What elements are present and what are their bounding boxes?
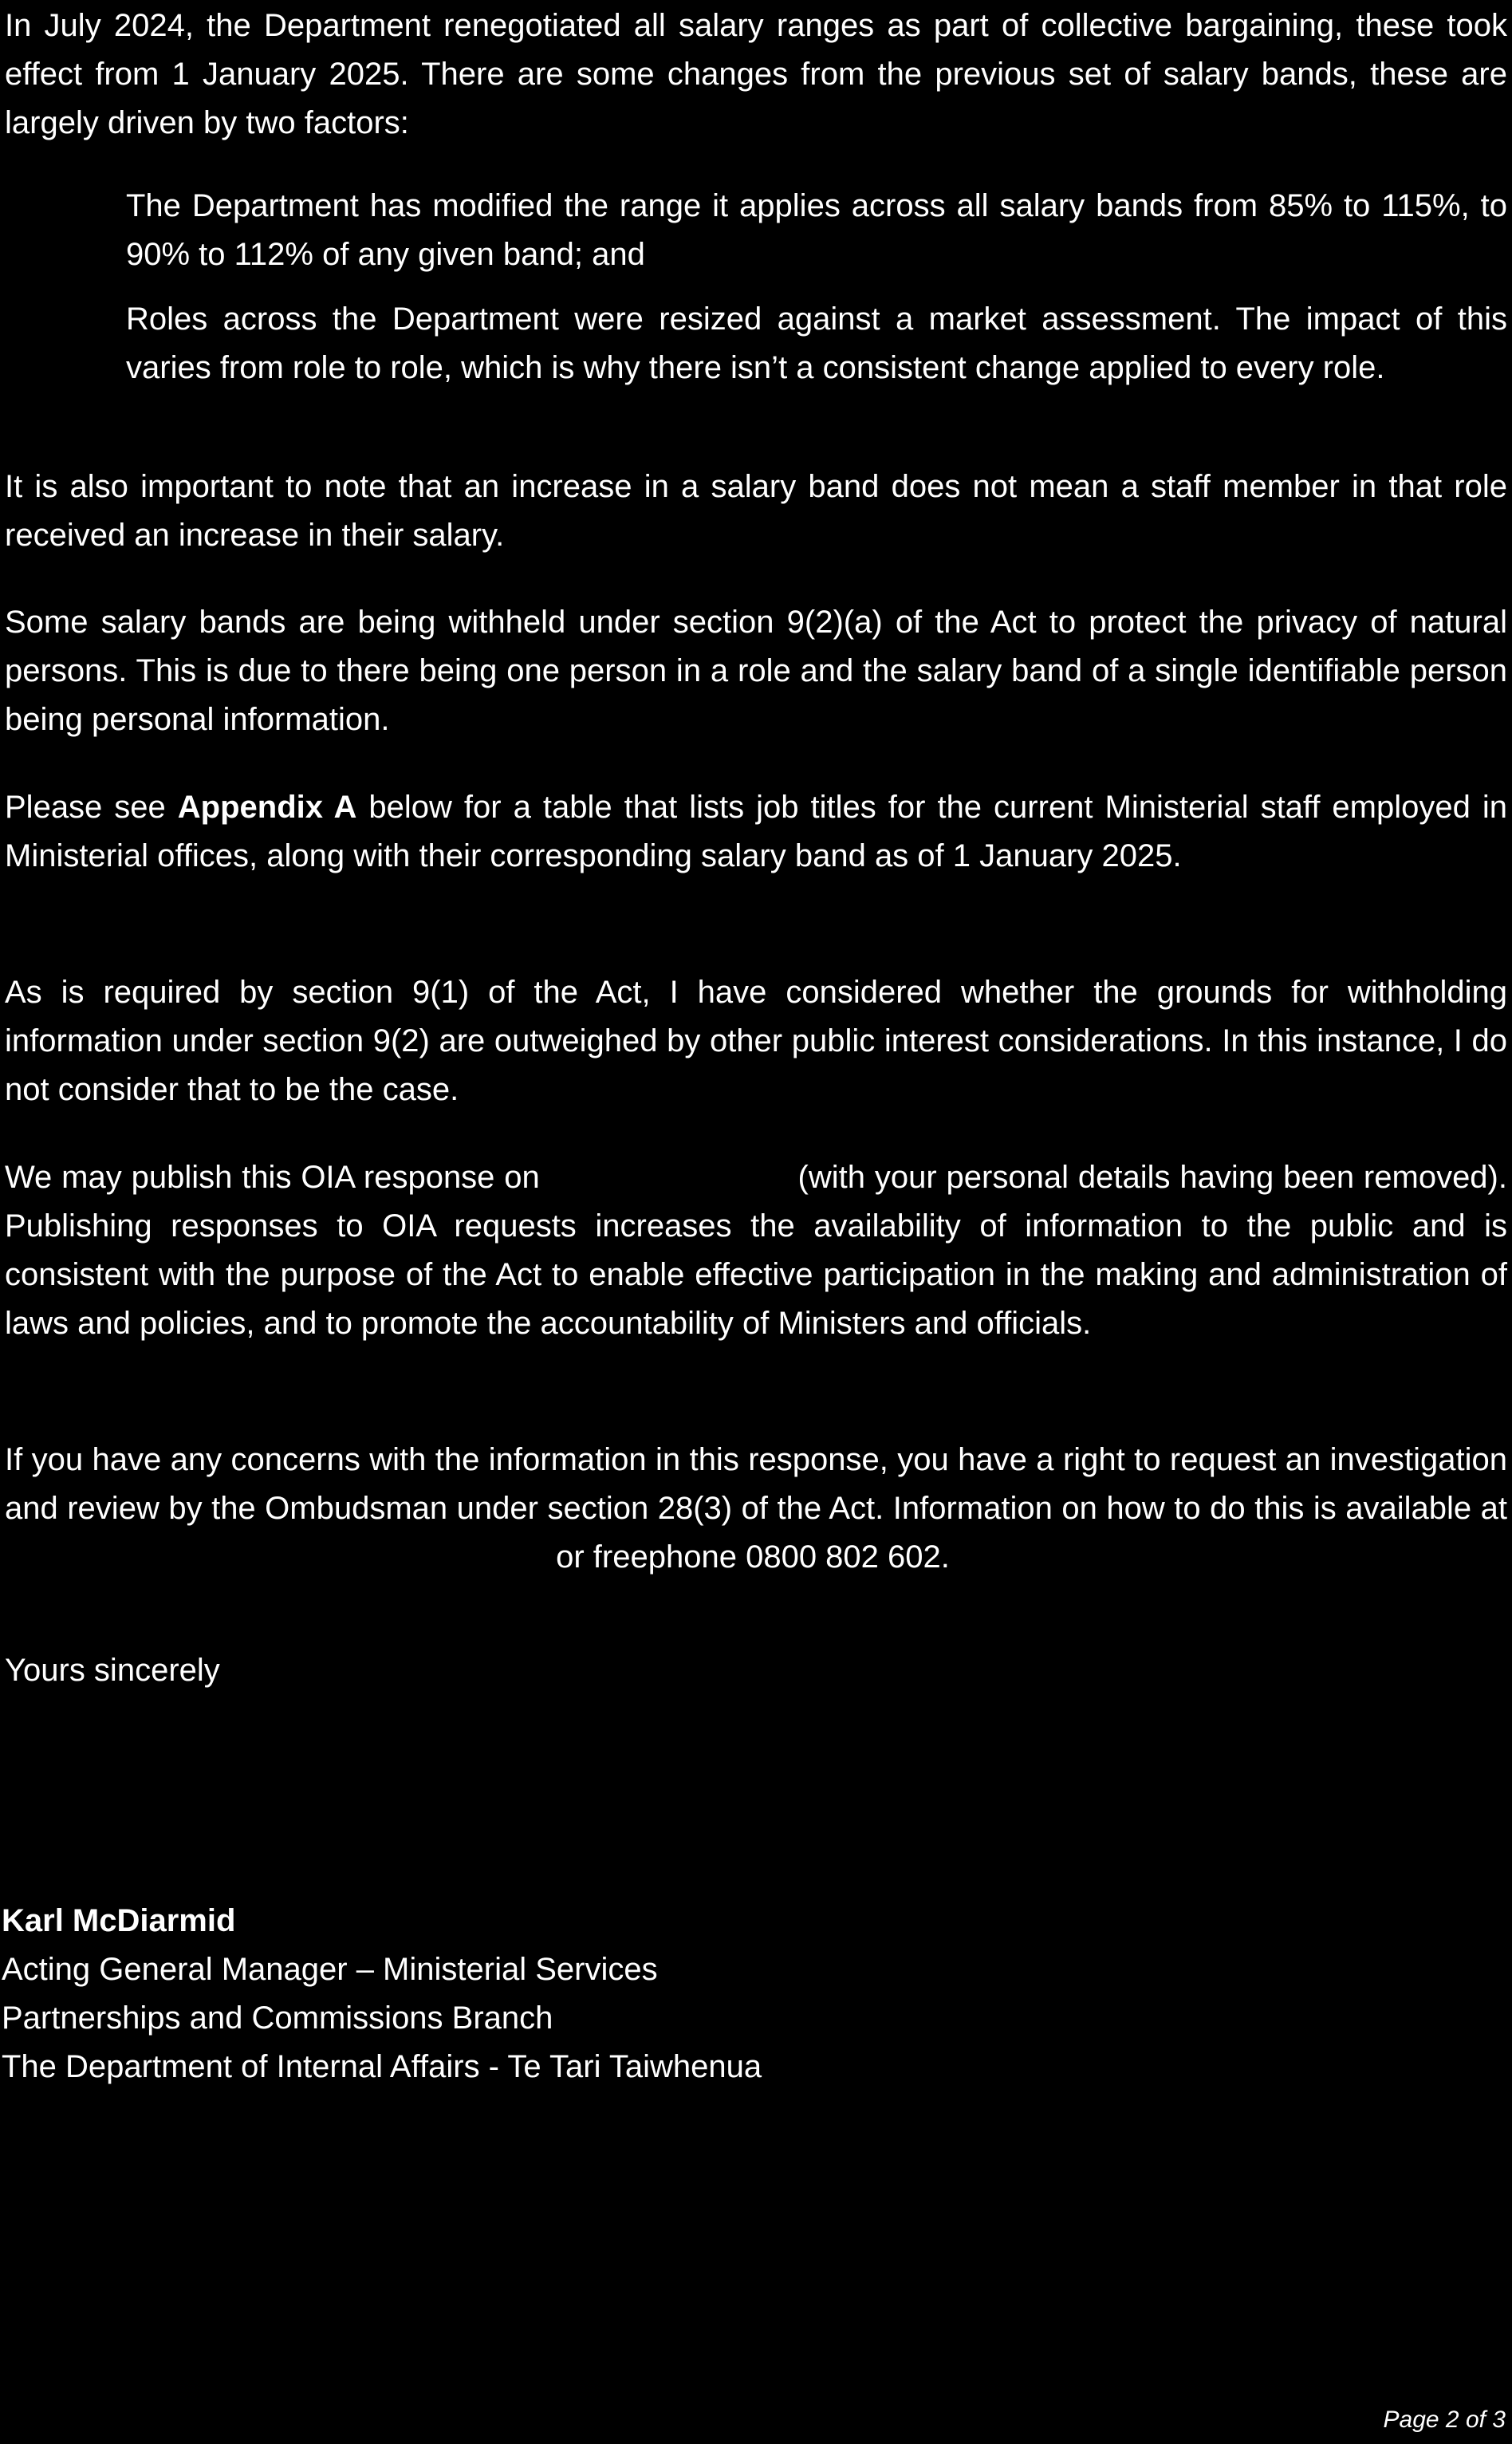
withheld-paragraph: Some salary bands are being withheld under section 9(2)(a) of the Act to protect the privacy of natural persons. This is due to there being one person in a role and the salary band of a single identifiable person being personal information. (5, 605, 1507, 737)
intro-paragraph: In July 2024, the Department renegotiated all salary ranges as part of collective bargaining, these took effect from 1 January 2025. There are some changes from the previous set of salary bands, these are largely driven by two factors: (5, 8, 1507, 140)
publish-text-after: (with your personal details having been removed). Publishing responses to OIA requests increases the availability of information to the public and is consistent with the purpose of the Act to enable effective participation in the making and administration of laws and policies, and to promote the accountability of Ministers and officials. (5, 1160, 1507, 1341)
signatory-branch: Partnerships and Commissions Branch (2, 2001, 553, 2036)
signatory-name: Karl McDiarmid (2, 1903, 236, 1938)
appendix-text-before: Please see (5, 790, 178, 825)
signatory-title: Acting General Manager – Ministerial Services (2, 1952, 658, 1987)
signature-block (2, 1897, 762, 2091)
public-interest-paragraph: As is required by section 9(1) of the Act, I have considered whether the grounds for withholding information under section 9(2) are outweighed by other public interest considerations. In this instance, I do not consider that to be the case. (5, 975, 1507, 1107)
ombudsman-text-before: If you have any concerns with the information in this response, you have a right to request an investigation and review by the Ombudsman under section 28(3) of the Act. Information on how to do this is available at (5, 1442, 1507, 1526)
salary-increase-paragraph: It is also important to note that an increase in a salary band does not mean a staff member in that role received an increase in their salary. (5, 469, 1507, 553)
ombudsman-text-after: or freephone 0800 802 602. (556, 1539, 950, 1575)
appendix-link-text: Appendix A (177, 790, 357, 825)
signatory-department: The Department of Internal Affairs - Te Tari Taiwhenua (2, 2049, 762, 2084)
appendix-paragraph (5, 783, 1507, 881)
page-number: Page 2 of 3 (1383, 2407, 1506, 2433)
closing-salutation: Yours sincerely (5, 1653, 220, 1688)
publish-paragraph (5, 1153, 1507, 1348)
ombudsman-paragraph (5, 1436, 1507, 1582)
factor-resize-paragraph: Roles across the Department were resized against a market assessment. The impact of this varies from role to role, which is why there isn’t a consistent change applied to every role. (126, 302, 1507, 385)
factor-range-paragraph: The Department has modified the range it applies across all salary bands from 85% to 115%, to 90% to 112% of any given band; and (126, 188, 1507, 272)
publish-text-before: We may publish this OIA response on (5, 1160, 540, 1195)
appendix-text-after: below for a table that lists job titles for the current Ministerial staff employed in Ministerial offices, along with their corresponding salary band as of 1 January 2025. (5, 790, 1507, 873)
